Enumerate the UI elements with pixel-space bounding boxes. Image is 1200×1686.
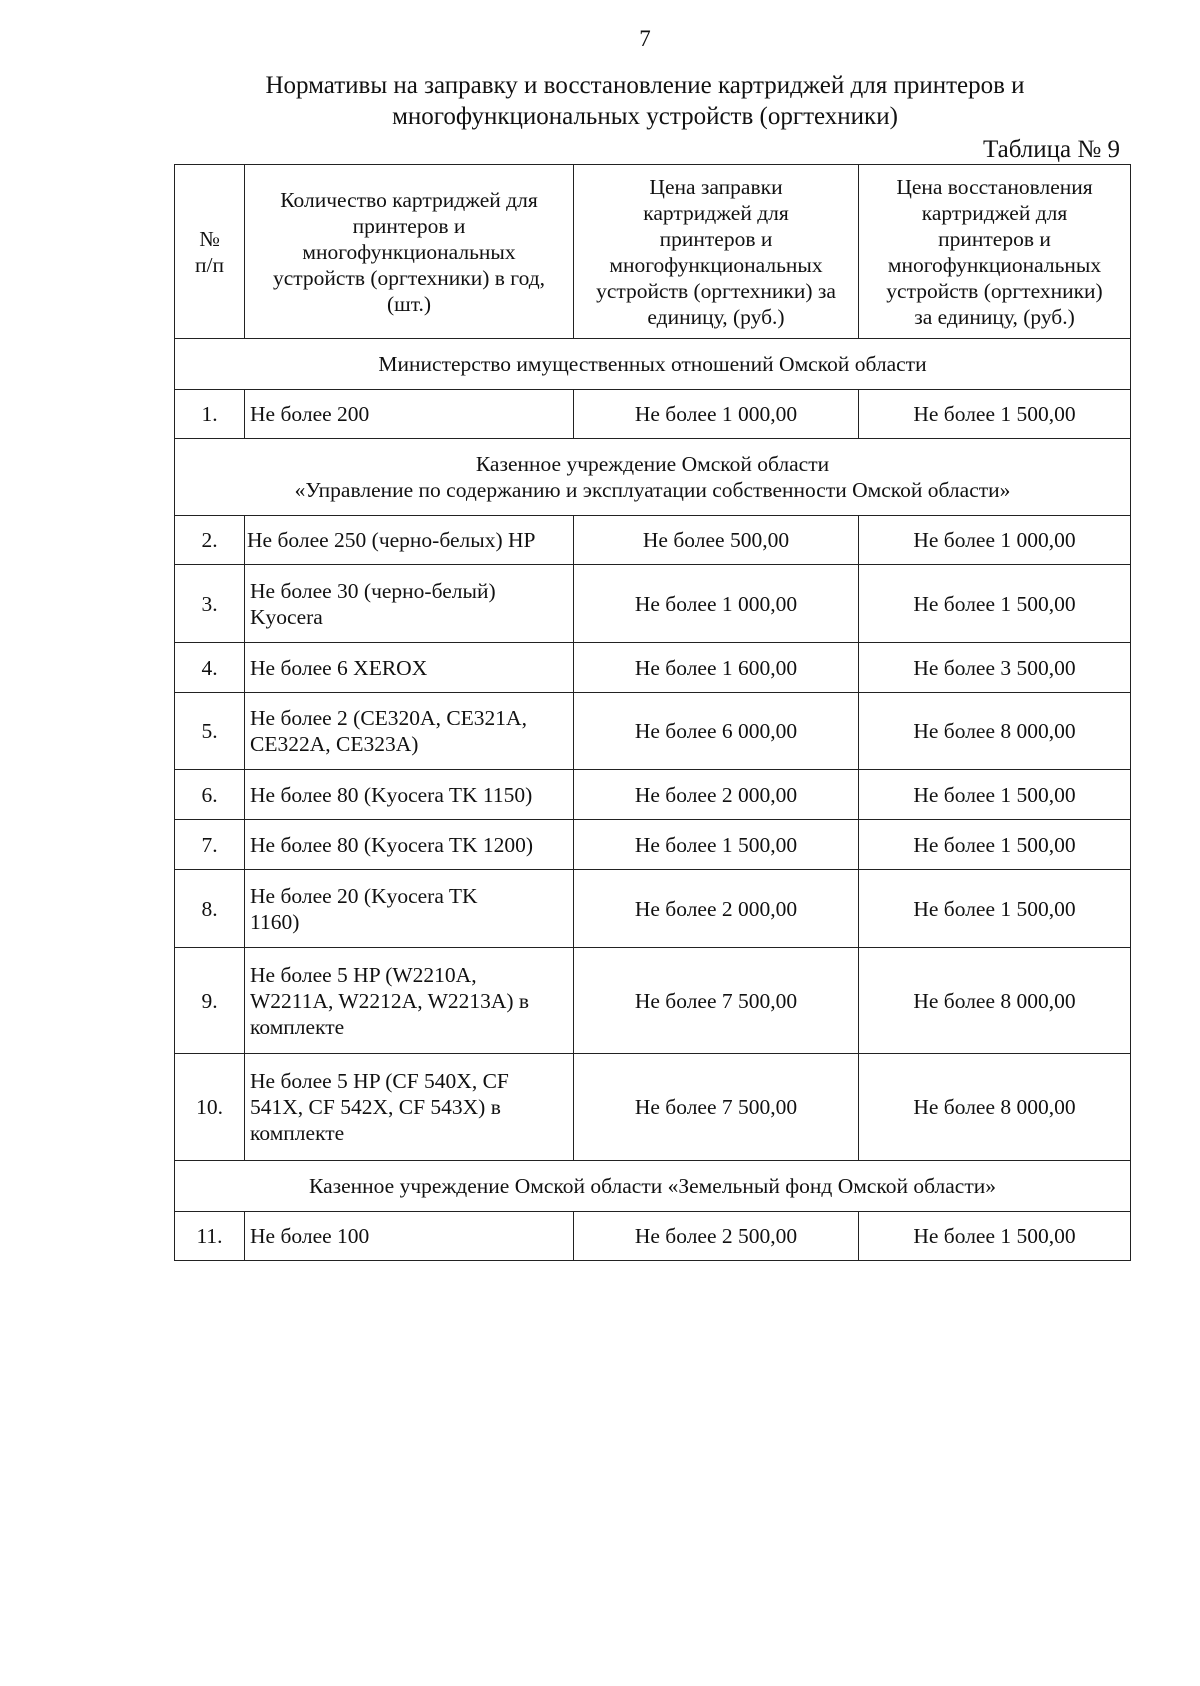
table-row	[175, 870, 1131, 948]
row-refill-price: Не более 1 000,00	[574, 565, 859, 643]
table-label: Таблица № 9	[982, 136, 1120, 163]
row-quantity	[245, 643, 574, 693]
row-refill-price: Не более 2 000,00	[574, 870, 859, 948]
section-row	[175, 439, 1131, 516]
row-quantity	[245, 1054, 574, 1161]
section-title	[175, 339, 1131, 390]
page-number: 7	[639, 26, 651, 51]
table-row	[175, 1212, 1131, 1261]
header-line: принтеров и	[938, 226, 1051, 251]
header-line: за единицу, (руб.)	[914, 304, 1075, 329]
row-refill-price: Не более 6 000,00	[574, 693, 859, 770]
row-refill-price: Не более 1 600,00	[574, 643, 859, 693]
header-line: Количество картриджей для	[280, 187, 538, 212]
document-title-line: многофункциональных устройств (оргтехники)	[392, 103, 898, 130]
table-row	[175, 390, 1131, 439]
table-row	[175, 565, 1131, 643]
row-restore-price: Не более 1 500,00	[859, 565, 1131, 643]
header-refill-price	[574, 165, 859, 339]
row-refill-price: Не более 2 500,00	[574, 1212, 859, 1261]
row-restore-price: Не более 1 500,00	[859, 870, 1131, 948]
row-quantity	[245, 1212, 574, 1261]
document-title	[175, 70, 1115, 132]
header-num	[175, 165, 245, 339]
header-line: устройств (оргтехники) в год,	[272, 265, 546, 290]
table-row	[175, 516, 1131, 565]
row-quantity	[245, 820, 574, 870]
cartridge-norms-table	[174, 164, 1131, 1261]
row-refill-price: Не более 2 000,00	[574, 770, 859, 820]
quantity-line: Не более 80 (Kyocera TK 1150)	[250, 782, 533, 807]
quantity-line: Не более 5 HP (W2210A,	[250, 962, 477, 987]
row-number: 6.	[175, 770, 245, 820]
header-restore-price	[859, 165, 1131, 339]
header-line: Цена заправки	[649, 174, 783, 199]
quantity-line: 1160)	[250, 909, 300, 934]
row-restore-price: Не более 8 000,00	[859, 948, 1131, 1054]
row-number: 9.	[175, 948, 245, 1054]
row-restore-price: Не более 1 500,00	[859, 390, 1131, 439]
section-row	[175, 339, 1131, 390]
document-title-line: Нормативы на заправку и восстановление картриджей для принтеров и	[265, 72, 1025, 99]
row-number: 7.	[175, 820, 245, 870]
table-header-row	[175, 165, 1131, 339]
header-line: единицу, (руб.)	[647, 304, 785, 329]
quantity-line: Не более 200	[250, 402, 370, 426]
row-number: 1.	[175, 390, 245, 439]
row-restore-price: Не более 8 000,00	[859, 1054, 1131, 1161]
section-title	[175, 1161, 1131, 1212]
header-line: п/п	[195, 252, 224, 277]
row-number: 4.	[175, 643, 245, 693]
row-number: 5.	[175, 693, 245, 770]
quantity-line: CE322A, CE323A)	[250, 732, 419, 756]
row-refill-price: Не более 1 000,00	[574, 390, 859, 439]
table-row	[175, 1054, 1131, 1161]
quantity-line: Не более 5 HP (CF 540X, CF	[250, 1069, 509, 1093]
quantity-line: W2211A, W2212A, W2213A) в	[250, 988, 530, 1013]
row-refill-price: Не более 7 500,00	[574, 1054, 859, 1161]
section-title-line: Казенное учреждение Омской области «Земельный фонд Омской области»	[309, 1174, 996, 1198]
quantity-line: комплекте	[250, 1121, 345, 1145]
header-line: принтеров и	[659, 226, 773, 251]
row-restore-price: Не более 3 500,00	[859, 643, 1131, 693]
row-quantity	[245, 770, 574, 820]
row-quantity	[245, 516, 574, 565]
row-quantity	[245, 390, 574, 439]
quantity-line: Kyocera	[250, 604, 323, 629]
row-refill-price: Не более 7 500,00	[574, 948, 859, 1054]
row-number: 2.	[175, 516, 245, 565]
row-number: 10.	[175, 1054, 245, 1161]
quantity-line: комплекте	[250, 1014, 345, 1039]
header-line: (шт.)	[386, 291, 432, 316]
section-title	[175, 439, 1131, 516]
row-number: 3.	[175, 565, 245, 643]
table-row	[175, 643, 1131, 693]
table-row	[175, 948, 1131, 1054]
quantity-line: Не более 30 (черно-белый)	[250, 578, 496, 603]
header-line: устройств (оргтехники) за	[596, 278, 836, 303]
table-row	[175, 820, 1131, 870]
section-title-line: «Управление по содержанию и эксплуатации собственности Омской области»	[294, 478, 1011, 502]
quantity-line: Не более 20 (Kyocera TK	[250, 883, 478, 908]
header-line: принтеров и	[352, 213, 466, 238]
section-title-line: Казенное учреждение Омской области	[475, 452, 830, 476]
row-refill-price: Не более 500,00	[574, 516, 859, 565]
header-line: устройств (оргтехники)	[886, 278, 1103, 303]
header-line: многофункциональных	[887, 252, 1102, 277]
row-restore-price: Не более 1 000,00	[859, 516, 1131, 565]
header-quantity	[245, 165, 574, 339]
quantity-line: Не более 250 (черно-белых) HP	[247, 528, 536, 552]
header-line: многофункциональных	[609, 252, 823, 277]
quantity-line: 541X, CF 542X, CF 543X) в	[250, 1095, 501, 1119]
quantity-line: Не более 100	[250, 1224, 370, 1248]
row-quantity	[245, 948, 574, 1054]
table-row	[175, 693, 1131, 770]
quantity-line: Не более 80 (Kyocera TK 1200)	[250, 832, 534, 857]
row-number: 11.	[175, 1212, 245, 1261]
section-title-line: Министерство имущественных отношений Омской области	[378, 352, 927, 376]
header-line: №	[199, 226, 220, 251]
row-number: 8.	[175, 870, 245, 948]
row-restore-price: Не более 1 500,00	[859, 770, 1131, 820]
quantity-line: Не более 6 XEROX	[250, 655, 428, 680]
header-line: картриджей для	[921, 200, 1068, 225]
header-line: картриджей для	[643, 200, 789, 225]
table-row	[175, 770, 1131, 820]
quantity-line: Не более 2 (CE320A, CE321A,	[250, 706, 527, 730]
row-restore-price: Не более 1 500,00	[859, 820, 1131, 870]
header-line: многофункциональных	[302, 239, 516, 264]
section-row	[175, 1161, 1131, 1212]
row-restore-price: Не более 1 500,00	[859, 1212, 1131, 1261]
row-quantity	[245, 693, 574, 770]
row-quantity	[245, 565, 574, 643]
row-quantity	[245, 870, 574, 948]
row-refill-price: Не более 1 500,00	[574, 820, 859, 870]
header-line: Цена восстановления	[896, 174, 1093, 199]
row-restore-price: Не более 8 000,00	[859, 693, 1131, 770]
